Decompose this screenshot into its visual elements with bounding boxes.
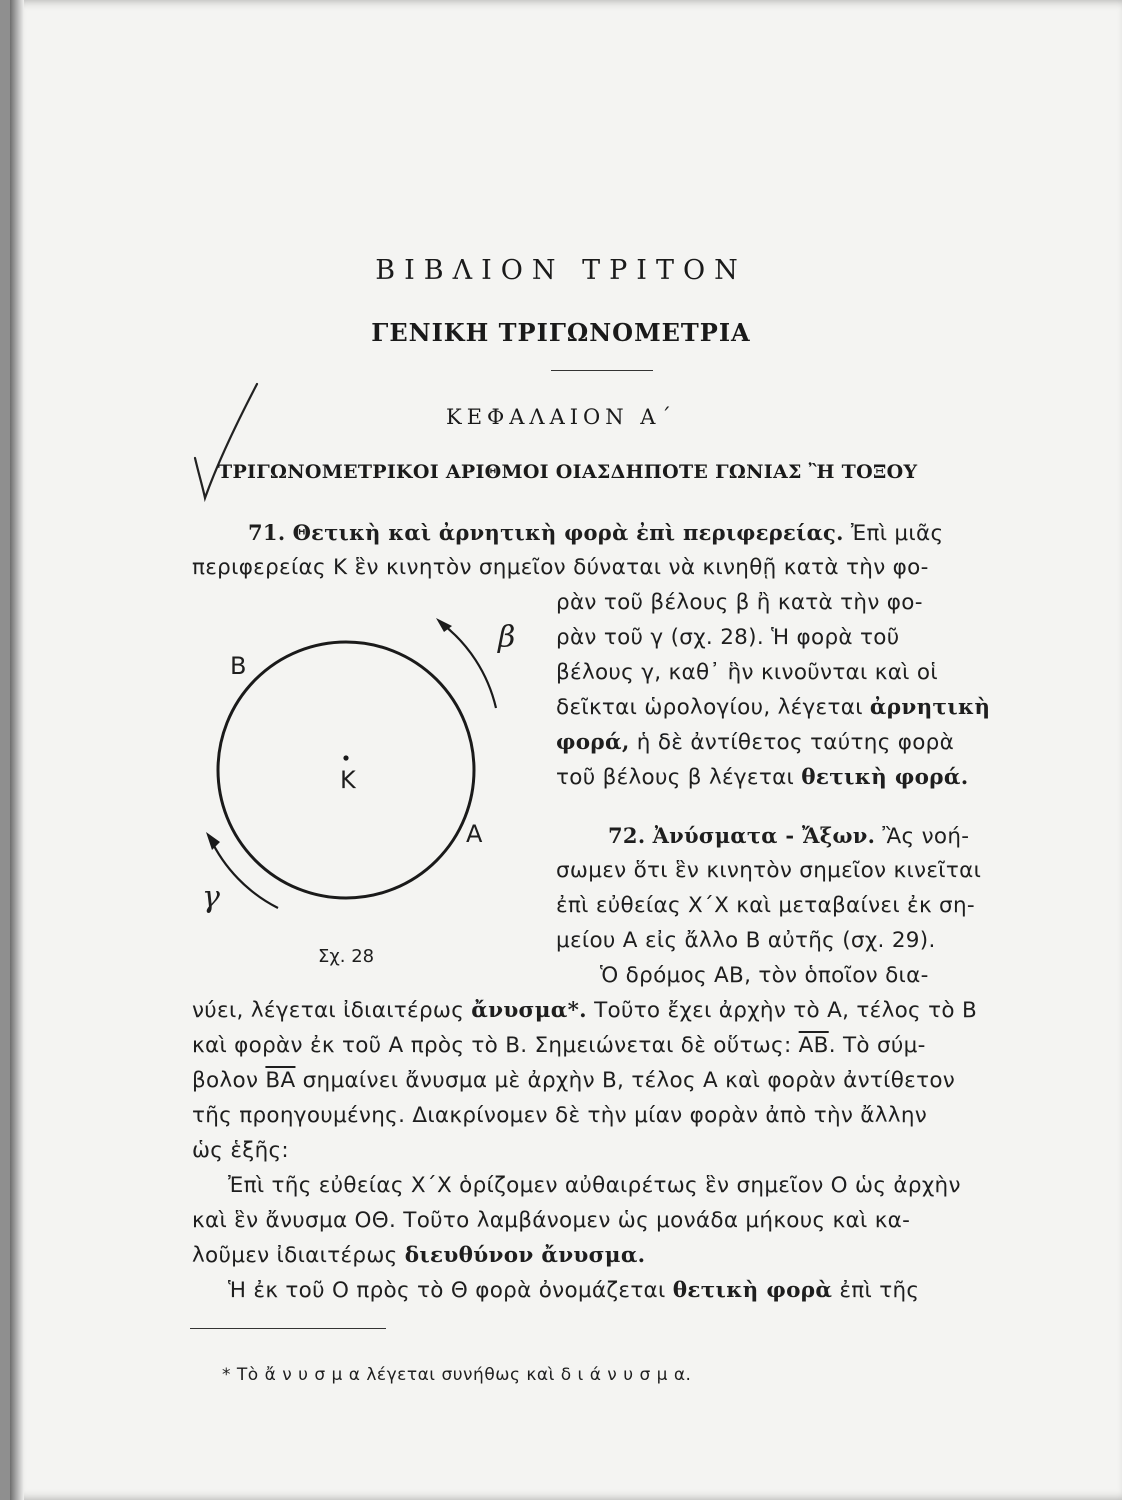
section-72-line-14 — [228, 1278, 919, 1303]
label-center-k: Κ — [340, 766, 356, 794]
section-72-text: . Τὸ σύμ- — [828, 1033, 926, 1058]
section-72-line-3: ἐπὶ εὐθείας Χ΄Χ καὶ μεταβαίνει ἐκ ση- — [556, 893, 975, 918]
section-72-line-11: Ἐπὶ τῆς εὐθείας Χ΄Χ ὁρίζομεν αὐθαιρέτως ἓν σημεῖον Ο ὡς ἀρχὴν — [228, 1173, 961, 1198]
subject-title: ΓΕΝΙΚΗ ΤΡΙΓΩΝΟΜΕΤΡΙΑ — [371, 318, 751, 347]
section-72-text: σημαίνει ἄνυσμα μὲ ἀρχὴν Β, τέλος Α καὶ φορὰν ἀντίθετον — [302, 1068, 956, 1093]
footnote-divider — [190, 1328, 386, 1329]
term-negative-direction: ἀρνητικὴ — [869, 695, 991, 720]
section-72-text: Τοῦτο ἔχει ἀρχὴν τὸ Α, τέλος τὸ Β — [594, 998, 977, 1023]
term-vector: ἄνυσμα*. — [471, 998, 587, 1023]
section-71-text: τοῦ βέλους β λέγεται — [556, 765, 795, 790]
arrow-gamma-head — [206, 832, 220, 850]
term-direction: φορά, — [556, 730, 630, 755]
section-72-line-2: σωμεν ὅτι ἓν κινητὸν σημεῖον κινεῖται — [556, 858, 982, 883]
section-72-line-10: ὡς ἑξῆς: — [192, 1138, 289, 1163]
section-71-line-1 — [248, 520, 943, 546]
section-71-text: δεῖκται ὡρολογίου, λέγεται — [556, 695, 863, 720]
section-72-line-4: μείου Α εἰς ἄλλο Β αὐτῆς (σχ. 29). — [556, 928, 936, 953]
center-point — [343, 755, 348, 760]
section-72-text: βολον — [192, 1068, 259, 1093]
label-point-b: Β — [230, 652, 247, 680]
section-71-line-3: ρὰν τοῦ βέλους β ἢ κατὰ τὴν φο- — [556, 590, 923, 615]
section-72-title: Ἀνύσματα - Ἄξων. — [652, 823, 876, 848]
section-72-line-13 — [192, 1243, 645, 1268]
section-72-line-6 — [192, 998, 977, 1023]
vector-symbol-ab: $\overline{AB}$ — [798, 1033, 829, 1058]
footnote: * Τὸ ἄ ν υ σ μ α λέγεται συνήθως καὶ δ ι ά ν υ σ μ α. — [222, 1365, 692, 1385]
term-positive-direction: θετικὴ φορά. — [801, 765, 969, 790]
section-72-text: Ἡ ἐκ τοῦ Ο πρὸς τὸ Θ φορὰ ὀνομάζεται — [228, 1278, 666, 1303]
section-72-line-8 — [192, 1068, 955, 1093]
section-71-line-6 — [556, 695, 990, 720]
term-positive-direction: θετικὴ φορὰ — [672, 1278, 833, 1303]
handwritten-checkmark — [185, 380, 275, 510]
section-71-line-7 — [556, 730, 954, 755]
section-71-line-2: περιφερείας Κ ἓν κινητὸν σημεῖον δύναται νὰ κινηθῇ κατὰ τὴν φο- — [192, 555, 929, 580]
section-72-line-7 — [192, 1033, 926, 1058]
section-72-text: ἐπὶ τῆς — [839, 1278, 920, 1303]
section-71-text: Ἐπὶ μιᾶς — [850, 521, 944, 546]
label-point-a: Α — [466, 820, 483, 848]
vector-symbol-ba: $\overline{BA}$ — [265, 1068, 296, 1093]
term-unit-vector: διευθύνον ἄνυσμα. — [404, 1243, 646, 1268]
section-72-line-12: καὶ ἓν ἄνυσμα ΟΘ. Τοῦτο λαμβάνομεν ὡς μονάδα μήκους καὶ κα- — [192, 1208, 911, 1233]
section-72-text: λοῦμεν ἰδιαιτέρως — [192, 1243, 398, 1268]
page-binding-shadow — [10, 0, 24, 1500]
section-72-line-1 — [608, 823, 969, 849]
section-72-text: νύει, λέγεται ἰδιαιτέρως — [192, 998, 465, 1023]
chapter-label: ΚΕΦΑΛΑΙΟΝ Α΄ — [446, 405, 676, 429]
title-divider — [551, 370, 653, 371]
book-title: ΒΙΒΛΙΟΝ ΤΡΙΤΟΝ — [375, 255, 747, 286]
label-arrow-beta: β — [498, 620, 516, 655]
section-72-number: 72. — [608, 823, 646, 848]
figure-caption: Σχ. 28 — [318, 946, 375, 967]
section-71-line-4: ρὰν τοῦ γ (σχ. 28). Ἡ φορὰ τοῦ — [556, 625, 900, 650]
section-71-title: Θετικὴ καὶ ἀρνητικὴ φορὰ ἐπὶ περιφερείας. — [292, 520, 844, 545]
section-71-text: ἡ δὲ ἀντίθετος ταύτης φορὰ — [636, 730, 955, 755]
section-72-line-5: Ὁ δρόμος ΑΒ, τὸν ὁποῖον δια- — [600, 963, 929, 988]
chapter-heading: ΤΡΙΓΩΝΟΜΕΤΡΙΚΟΙ ΑΡΙΘΜΟΙ ΟΙΑΣΔΗΠΟΤΕ ΓΩΝΙΑΣ Ἢ ΤΟΞΟΥ — [218, 461, 918, 483]
section-72-line-9: τῆς προηγουμένης. Διακρίνομεν δὲ τὴν μίαν φορὰν ἀπὸ τὴν ἄλλην — [192, 1103, 928, 1128]
label-arrow-gamma: γ — [202, 880, 220, 915]
section-71-line-5: βέλους γ, καθ᾿ ἣν κινοῦνται καὶ οἱ — [556, 660, 938, 685]
section-71-line-8 — [556, 765, 969, 790]
section-71-number: 71. — [248, 520, 286, 545]
section-72-text: καὶ φορὰν ἐκ τοῦ Α πρὸς τὸ Β. Σημειώνεται δὲ οὕτως: — [192, 1033, 792, 1058]
section-72-text: Ἂς νοή- — [882, 824, 970, 849]
